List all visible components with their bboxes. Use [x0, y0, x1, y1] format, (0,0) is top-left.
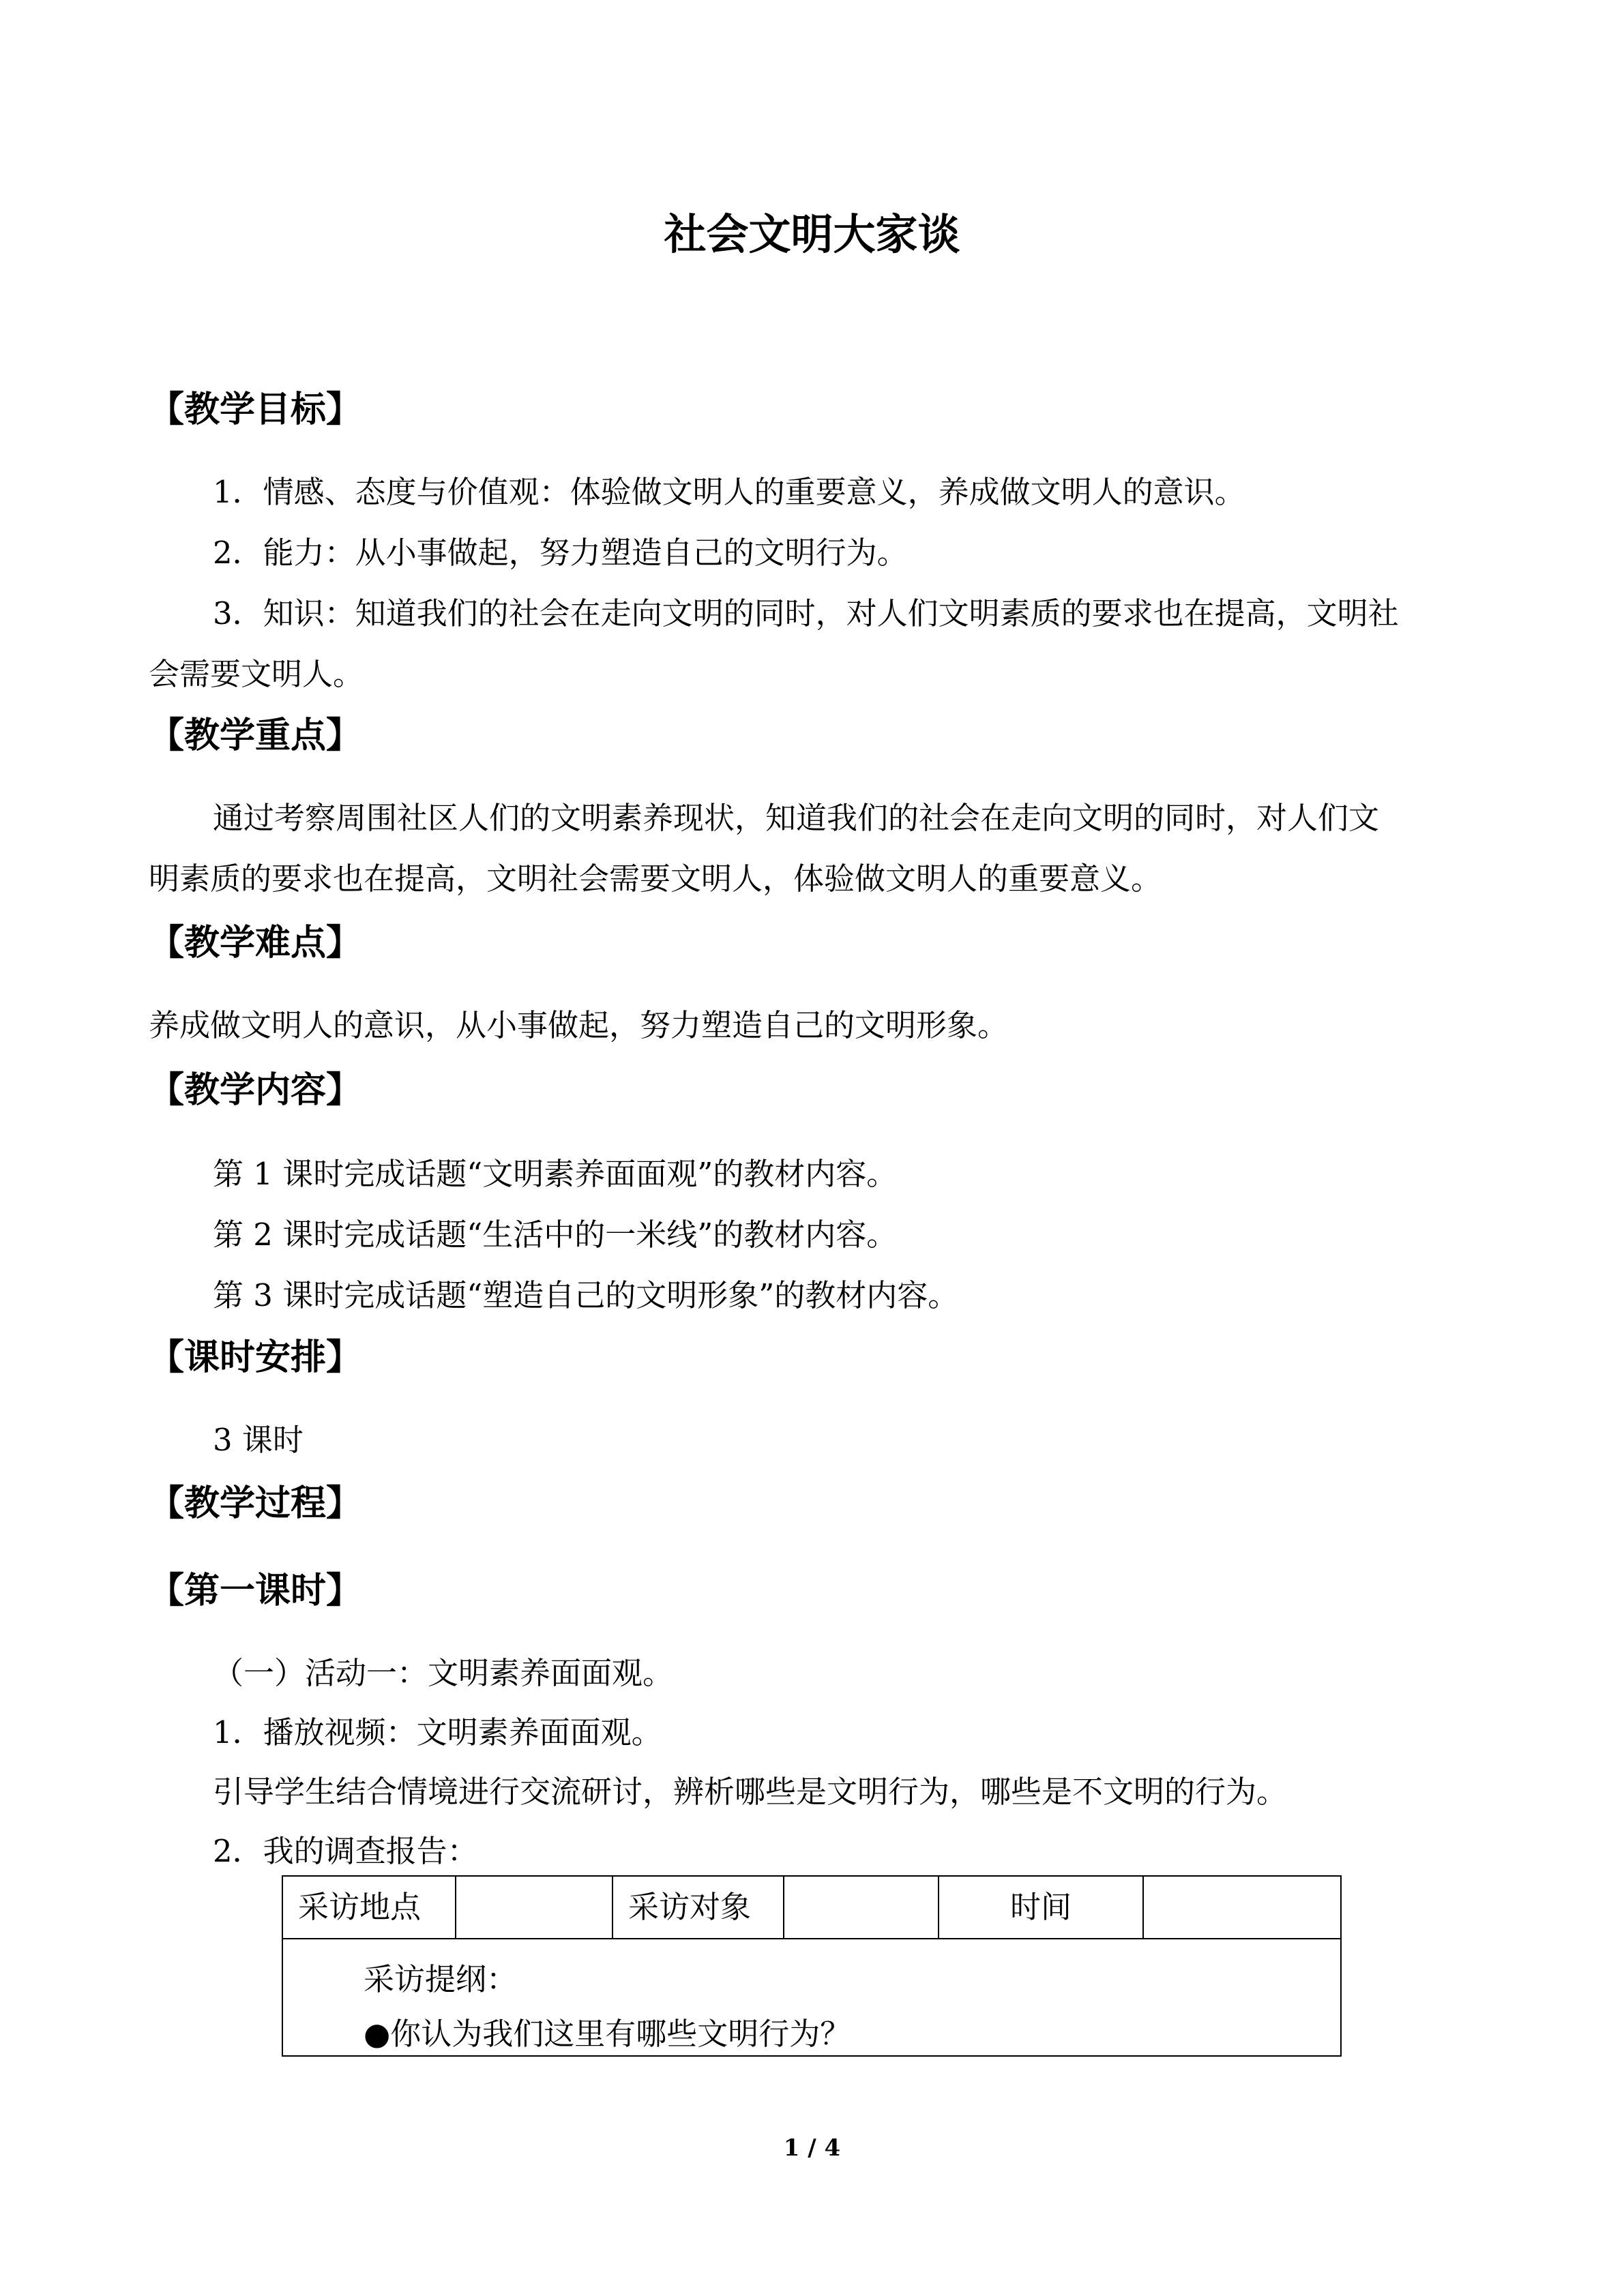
objective-item-2: 2．能力：从小事做起，努力塑造自己的文明行为。: [213, 535, 908, 571]
difficulties-heading: 【教学难点】: [149, 923, 362, 964]
page-number: 1 / 4: [783, 2134, 841, 2162]
report-time-value[interactable]: [1144, 1877, 1340, 1938]
step-1-line: 1．播放视频：文明素养面面观。: [213, 1714, 662, 1750]
report-subject-label: 采访对象: [613, 1877, 784, 1938]
schedule-heading: 【课时安排】: [149, 1337, 362, 1378]
report-subject-value[interactable]: [784, 1877, 939, 1938]
report-outline-label: 采访提纲：: [364, 1961, 518, 1997]
objective-item-1: 1．情感、态度与价值观：体验做文明人的重要意义，养成做文明人的意识。: [213, 474, 1245, 510]
first-lesson-heading: 【第一课时】: [149, 1570, 362, 1611]
objectives-heading: 【教学目标】: [149, 389, 362, 430]
document-title: 社会文明大家谈: [664, 209, 960, 259]
difficulties-line-1: 养成做文明人的意识，从小事做起，努力塑造自己的文明形象。: [149, 1007, 1009, 1043]
content-item-3: 第 3 课时完成话题“塑造自己的文明形象”的教材内容。: [213, 1277, 959, 1313]
objective-item-3-line-2: 会需要文明人。: [149, 656, 364, 692]
report-question-1: ●你认为我们这里有哪些文明行为？: [364, 2016, 851, 2052]
key-points-heading: 【教学重点】: [149, 715, 362, 756]
process-heading: 【教学过程】: [149, 1483, 362, 1524]
key-points-line-1: 通过考察周围社区人们的文明素养现状，知道我们的社会在走向文明的同时，对人们文: [213, 800, 1380, 836]
content-item-1: 第 1 课时完成话题“文明素养面面观”的教材内容。: [213, 1156, 898, 1192]
content-item-2: 第 2 课时完成话题“生活中的一米线”的教材内容。: [213, 1217, 898, 1253]
key-points-line-2: 明素质的要求也在提高，文明社会需要文明人，体验做文明人的重要意义。: [149, 861, 1162, 897]
objective-item-3-line-1: 3．知识：知道我们的社会在走向文明的同时，对人们文明素质的要求也在提高，文明社: [213, 595, 1399, 631]
report-time-label: 时间: [939, 1877, 1144, 1938]
report-header-row: [283, 1877, 1340, 1939]
guide-line: 引导学生结合情境进行交流研讨，辨析哪些是文明行为，哪些是不文明的行为。: [213, 1774, 1288, 1810]
report-location-label: 采访地点: [283, 1877, 456, 1938]
step-2-line: 2．我的调查报告：: [213, 1833, 478, 1869]
content-heading: 【教学内容】: [149, 1070, 362, 1111]
survey-report-table: [282, 1875, 1342, 2057]
schedule-value: 3 课时: [213, 1422, 304, 1458]
report-location-value[interactable]: [456, 1877, 613, 1938]
activity-line: （一）活动一：文明素养面面观。: [213, 1655, 674, 1691]
